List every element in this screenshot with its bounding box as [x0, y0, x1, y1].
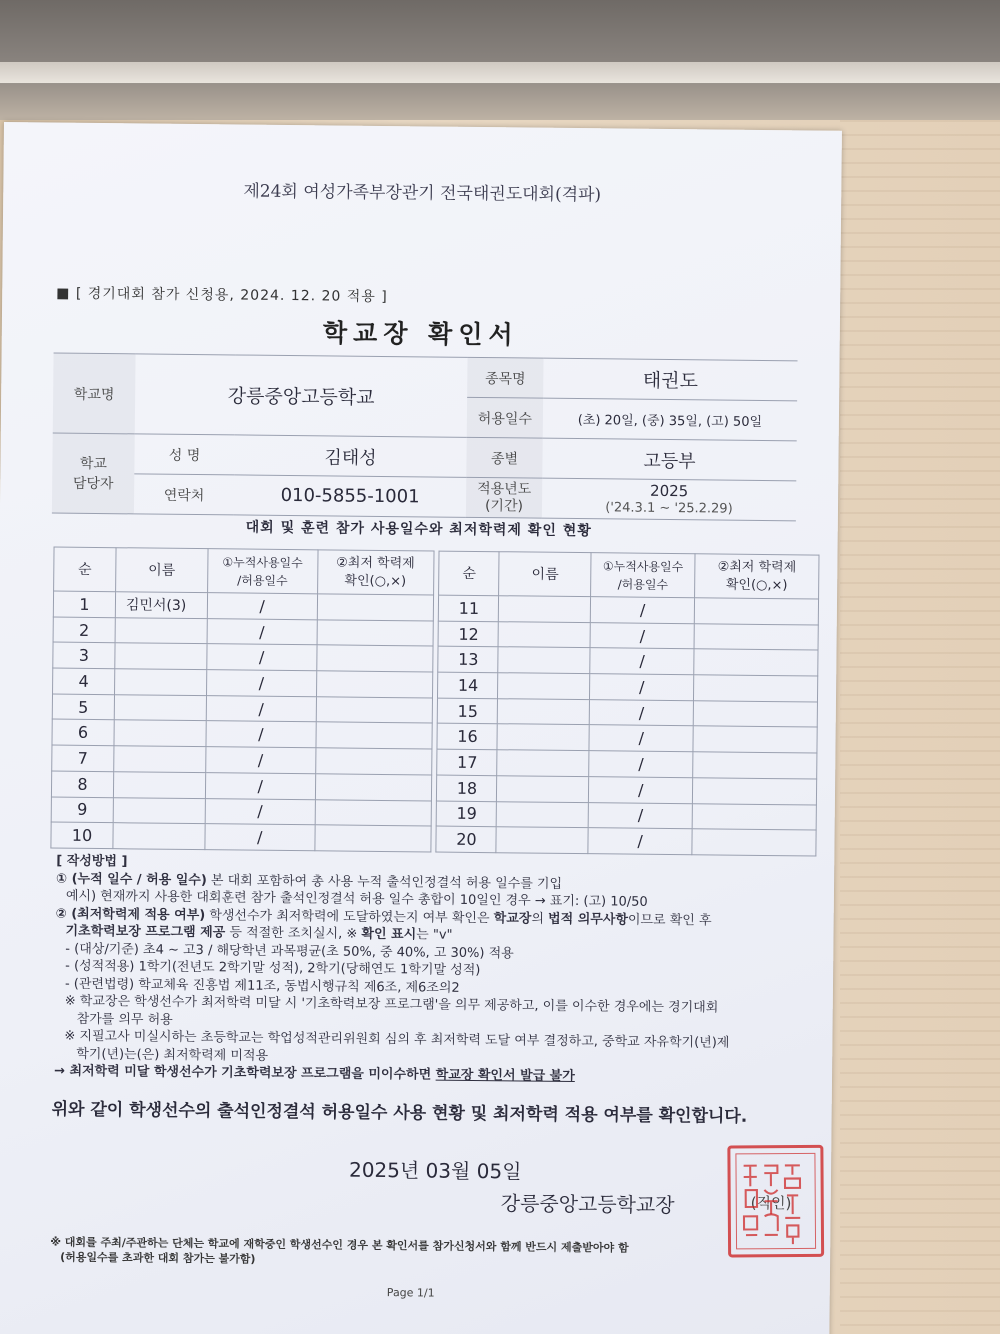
notes-heading: [ 작성방법 ] — [56, 853, 128, 870]
official-seal-stamp — [727, 1145, 824, 1258]
student-name — [497, 750, 589, 777]
row-number: 15 — [438, 698, 498, 724]
contact-value: 010-5855-1001 — [234, 475, 466, 517]
note-bullet-grades: - (성적적용) 1학기(전년도 2학기말 성적), 2학기(당해연도 1학기말 성적) — [65, 958, 481, 979]
student-name — [114, 694, 206, 721]
note-bullet-target: - (대상/기준) 초4 ~ 고3 / 해당학년 과목평균(초 50%, 중 40%, 고 30%) 적용 — [65, 941, 514, 961]
row-number: 10 — [51, 822, 113, 848]
row-number: 1 — [53, 591, 115, 617]
footnote — [50, 1235, 629, 1271]
school-name-value: 강릉중앙고등학교 — [135, 354, 468, 437]
apply-year-value: 2025 — [649, 481, 689, 500]
manager-name-value: 김태성 — [234, 435, 466, 477]
background-top — [0, 0, 1000, 120]
note-star-1: ※ 학교장은 학생선수가 최저학력 미달 시 '기초학력보장 프로그램'을 의무 제공하고, 이를 이수한 경우에는 경기대회 — [64, 993, 719, 1016]
school-info-table — [52, 353, 798, 522]
min-achievement-check — [692, 778, 816, 805]
min-achievement-check — [315, 799, 431, 826]
roster-header-check-right: ②최저 학력제 확인(○,×) — [695, 554, 819, 599]
student-name — [114, 746, 206, 773]
allowed-days-label: 허용일수 — [467, 397, 543, 438]
student-name — [499, 596, 591, 623]
student-name — [115, 643, 207, 670]
seal-glyphs-icon — [730, 1148, 821, 1255]
roster-header-name: 이름 — [116, 548, 208, 593]
note-star-2b: 학기(년)는(은) 최저학력제 미적용 — [76, 1046, 269, 1064]
section-title: 대회 및 훈련 참가 사용일수와 최저학력제 확인 현황 — [245, 519, 592, 540]
roster-header-no-right: 순 — [439, 551, 499, 596]
min-achievement-check — [692, 829, 816, 856]
wood-table-surface — [840, 120, 1000, 1334]
issue-date: 2025년 03월 05일 — [348, 1157, 522, 1184]
used-days: / — [205, 798, 315, 825]
page-number: Page 1/1 — [386, 1286, 435, 1300]
student-name — [498, 698, 590, 725]
division-value: 고등부 — [542, 438, 796, 481]
confirmation-statement: 위와 같이 학생선수의 출석인정결석 허용일수 사용 현황 및 최저학력 적용 여부를 확인합니다. — [51, 1099, 748, 1127]
row-number: 7 — [52, 745, 114, 771]
row-number: 19 — [437, 801, 497, 827]
used-days: / — [588, 802, 692, 829]
min-achievement-check — [316, 645, 432, 672]
used-days: / — [206, 721, 316, 748]
min-achievement-check — [693, 752, 817, 779]
used-days: / — [588, 828, 692, 855]
min-achievement-check — [316, 671, 432, 698]
note-1-example: 예시) 현재까지 사용한 대회훈련 참가 출석인정결석 허용 일수 총합이 10일인 경우 → 표기: (고) 10/50 — [65, 888, 648, 910]
footnote-line-1: ※ 대회를 주최/주관하는 단체는 학교에 재학중인 학생선수인 경우 본 확인서를 참가신청서와 함께 반드시 제출받아야 함 — [50, 1235, 629, 1255]
used-days: / — [206, 747, 316, 774]
row-number: 4 — [53, 668, 115, 694]
row-number: 3 — [53, 642, 115, 668]
min-achievement-check — [317, 594, 433, 621]
min-achievement-check — [693, 726, 817, 753]
used-days: / — [591, 597, 695, 624]
row-number: 18 — [437, 775, 497, 801]
student-name — [498, 647, 590, 674]
note-2: ② (최저학력제 적용 여부) 학생선수가 최저학력에 도달하였는지 여부 확인은 학교장의 법적 의무사항이므로 확인 후 — [55, 906, 712, 928]
min-achievement-check — [694, 598, 818, 625]
min-achievement-check — [692, 803, 816, 830]
student-name — [114, 669, 206, 696]
row-number: 8 — [51, 771, 113, 797]
apply-year-cell — [542, 478, 796, 521]
min-achievement-check — [694, 675, 818, 702]
min-achievement-check — [317, 619, 433, 646]
min-achievement-check — [315, 825, 431, 852]
student-name — [498, 673, 590, 700]
min-achievement-check — [316, 722, 432, 749]
used-days: / — [207, 618, 317, 645]
form-subtitle: ■ [ 경기대회 참가 신청용, 2024. 12. 20 적용 ] — [56, 285, 388, 306]
used-days: / — [207, 644, 317, 671]
used-days: / — [207, 593, 317, 620]
student-name — [113, 771, 205, 798]
allowed-days-value: (초) 20일, (중) 35일, (고) 50일 — [543, 398, 797, 441]
used-days: / — [590, 648, 694, 675]
apply-year-label: 적용년도 (기간) — [466, 477, 542, 518]
row-number: 12 — [439, 621, 499, 647]
used-days: / — [205, 772, 315, 799]
student-name — [115, 617, 207, 644]
roster-header-days: ①누적사용일수 /허용일수 — [207, 549, 317, 594]
student-name — [496, 827, 588, 854]
min-achievement-check — [694, 649, 818, 676]
roster-header-no: 순 — [54, 547, 116, 592]
event-label: 종목명 — [467, 357, 543, 398]
manager-name-label: 성 명 — [134, 434, 234, 475]
row-number: 2 — [53, 617, 115, 643]
student-name — [497, 776, 589, 803]
contact-label: 연락처 — [134, 474, 234, 515]
student-name — [497, 724, 589, 751]
roster-header-check: ②최저 학력제 확인(○,×) — [317, 550, 433, 595]
used-days: / — [589, 751, 693, 778]
note-star-2: ※ 지필고사 미실시하는 초등학교는 학업성적관리위원회 심의 후 최저학력 도달 여부 결정하고, 중학교 자유학기(년)제 — [64, 1028, 730, 1051]
event-value: 태권도 — [543, 358, 797, 401]
footnote-line-2: (허용일수를 초과한 대회 참가는 불가함) — [60, 1250, 256, 1266]
min-achievement-check — [316, 697, 432, 724]
row-number: 6 — [52, 719, 114, 745]
roster-table — [50, 547, 819, 857]
student-name — [113, 797, 205, 824]
student-name — [113, 823, 205, 850]
note-star-1b: 참가를 의무 허용 — [76, 1011, 173, 1028]
roster-header-days-right: ①누적사용일수 /허용일수 — [591, 553, 695, 598]
used-days: / — [205, 824, 315, 851]
row-number: 16 — [437, 724, 497, 750]
manager-label: 학교 담당자 — [52, 433, 135, 514]
background-ledge — [0, 62, 1000, 84]
used-days: / — [590, 622, 694, 649]
used-days: / — [206, 670, 316, 697]
used-days: / — [206, 695, 316, 722]
principal-signature-line: 강릉중앙고등학교장 — [500, 1191, 675, 1218]
min-achievement-check — [693, 701, 817, 728]
note-bullet-law: - (관련법령) 학교체육 진흥법 제11조, 동법시행규칙 제6조, 제6조의2 — [64, 976, 460, 996]
student-name: 김민서(3) — [115, 592, 207, 619]
student-name — [497, 801, 589, 828]
note-arrow: → 최저학력 미달 학생선수가 기초학력보장 프로그램을 미이수하면 학교장 확인서 발급 불가 — [53, 1063, 575, 1085]
note-2-line2: 기초학력보장 프로그램 제공 등 적절한 조치실시, ※ 확인 표시는 "v" — [65, 923, 453, 943]
document-title: 학교장 확인서 — [322, 318, 519, 350]
seal-placeholder-text: (직인) — [750, 1193, 792, 1213]
row-number: 17 — [437, 749, 497, 775]
row-number: 5 — [52, 694, 114, 720]
row-number: 9 — [51, 797, 113, 823]
min-achievement-check — [315, 774, 431, 801]
school-name-label: 학교명 — [53, 353, 136, 434]
student-name — [498, 621, 590, 648]
used-days: / — [589, 725, 693, 752]
apply-year-period: ('24.3.1 ~ '25.2.29) — [605, 499, 733, 517]
used-days: / — [589, 699, 693, 726]
row-number: 20 — [436, 826, 496, 852]
used-days: / — [589, 776, 693, 803]
row-number: 11 — [439, 595, 499, 621]
document-page — [0, 122, 842, 1334]
min-achievement-check — [694, 623, 818, 650]
note-1: ① (누적 일수 / 허용 일수) 본 대회 포함하여 총 사용 누적 출석인정결석 허용 일수를 기입 — [56, 871, 563, 892]
event-title: 제24회 여성가족부장관기 전국태권도대회(격파) — [243, 181, 602, 206]
row-number: 13 — [438, 646, 498, 672]
used-days: / — [590, 674, 694, 701]
division-label: 종별 — [466, 437, 542, 478]
student-name — [114, 720, 206, 747]
writing-instructions — [54, 853, 826, 1089]
min-achievement-check — [315, 748, 431, 775]
row-number: 14 — [438, 672, 498, 698]
roster-header-name-right: 이름 — [499, 552, 591, 597]
